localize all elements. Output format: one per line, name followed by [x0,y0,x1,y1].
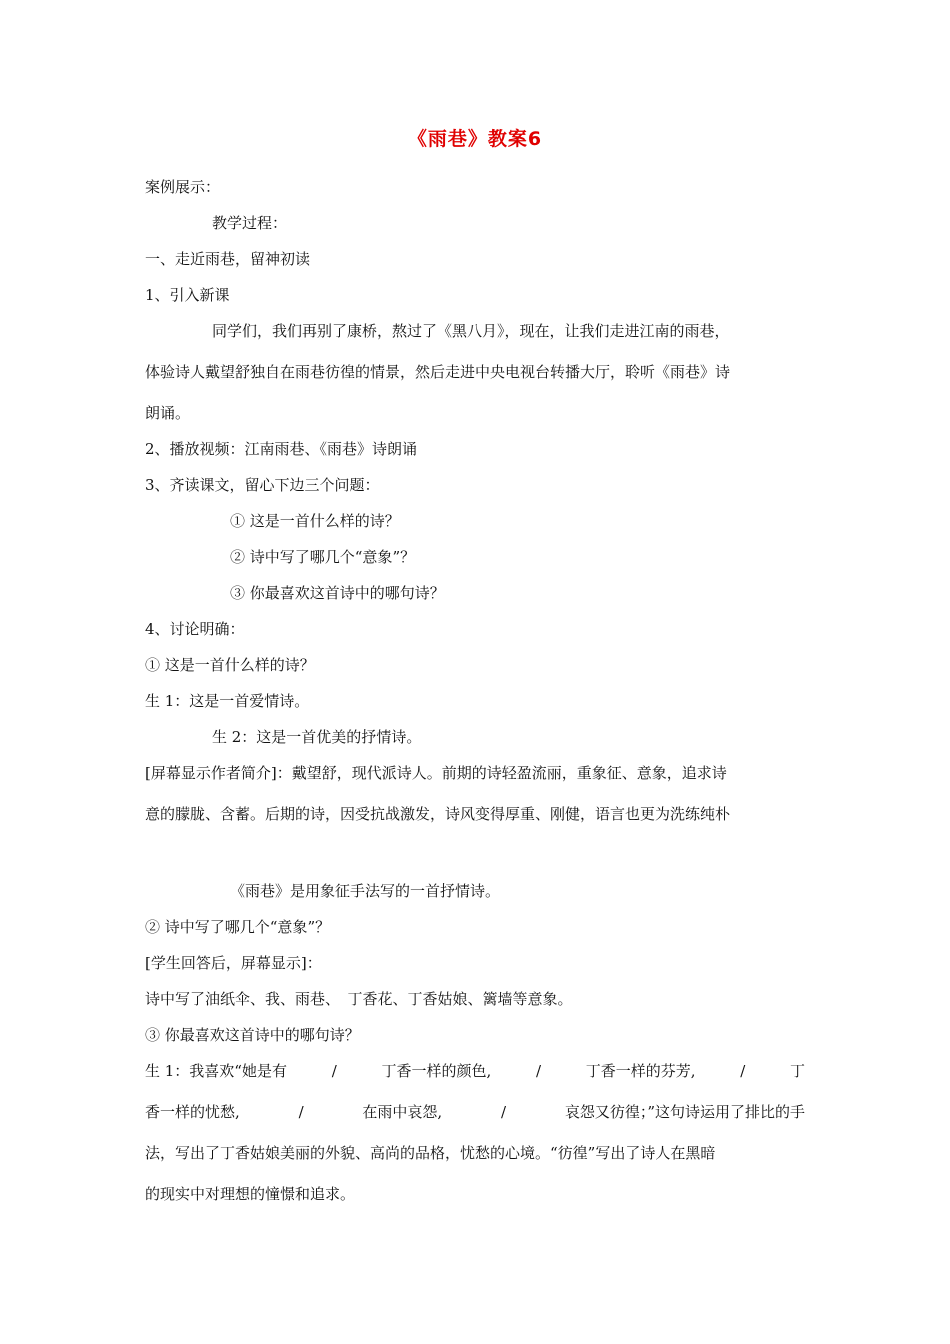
text-line: [屏幕显示作者简介]：戴望舒，现代派诗人。前期的诗轻盈流丽，重象征、意象，追求诗 [145,764,727,782]
text-line: [学生回答后，屏幕显示]： [145,954,322,972]
text-line: 教学过程： [212,214,288,232]
answer-line [145,1102,805,1122]
answer-segment: 丁 [789,1062,805,1080]
question-item: ① 这是一首什么样的诗？ [230,512,400,530]
text-line: 3、齐读课文，留心下边三个问题： [145,476,380,494]
text-line: 的现实中对理想的憧憬和追求。 [145,1185,356,1203]
text-line: 案例展示： [145,178,221,196]
section-heading: 一、走近雨巷，留神初读 [145,250,311,268]
text-line: 生 1：这是一首爱情诗。 [145,692,310,710]
text-line: 2、播放视频：江南雨巷、《雨巷》诗朗诵 [145,440,418,458]
question-item: ② 诗中写了哪几个“意象”？ [145,918,331,936]
text-line: 法，写出了丁香姑娘美丽的外貌、高尚的品格，忧愁的心境。“彷徨”写出了诗人在黑暗 [145,1144,716,1162]
slash-separator: / [535,1062,541,1080]
text-line: 诗中写了油纸伞、我、雨巷、 丁香花、丁香姑娘、篱墙等意象。 [145,990,573,1008]
question-item: ③ 你最喜欢这首诗中的哪句诗？ [145,1026,360,1044]
question-item: ③ 你最喜欢这首诗中的哪句诗？ [230,584,445,602]
answer-segment: 生 1：我喜欢“她是有 [145,1062,287,1080]
text-line: 朗诵。 [145,404,191,422]
text-line: 意的朦胧、含蓄。后期的诗，因受抗战激发，诗风变得厚重、刚健，语言也更为洗练纯朴 [145,805,731,823]
slash-separator: / [298,1103,304,1121]
slash-separator: / [500,1103,507,1121]
answer-segment: 丁香一样的颜色, [381,1062,492,1080]
text-line: 4、讨论明确： [145,620,245,638]
text-line: 体验诗人戴望舒独自在雨巷彷徨的情景，然后走进中央电视台转播大厅，聆听《雨巷》诗 [145,363,731,381]
text-line: 1、引入新课 [145,286,230,304]
text-line: 同学们，我们再别了康桥，熬过了《黑八月》，现在，让我们走进江南的雨巷， [212,322,730,340]
answer-segment: 香一样的忧愁, [145,1103,240,1121]
answer-segment: 在雨中哀怨, [362,1103,443,1121]
question-item: ① 这是一首什么样的诗？ [145,656,315,674]
slash-separator: / [331,1062,337,1080]
answer-segment: 丁香一样的芬芳, [585,1062,696,1080]
answer-line [145,1061,805,1081]
slash-separator: / [740,1062,746,1080]
text-line: 《雨巷》是用象征手法写的一首抒情诗。 [230,882,501,900]
document-title: 《雨巷》教案6 [407,128,543,150]
question-item: ② 诗中写了哪几个“意象”？ [230,548,416,566]
answer-segment: 哀怨又彷徨；”这句诗运用了排比的手 [564,1103,805,1121]
text-line: 生 2：这是一首优美的抒情诗。 [212,728,422,746]
